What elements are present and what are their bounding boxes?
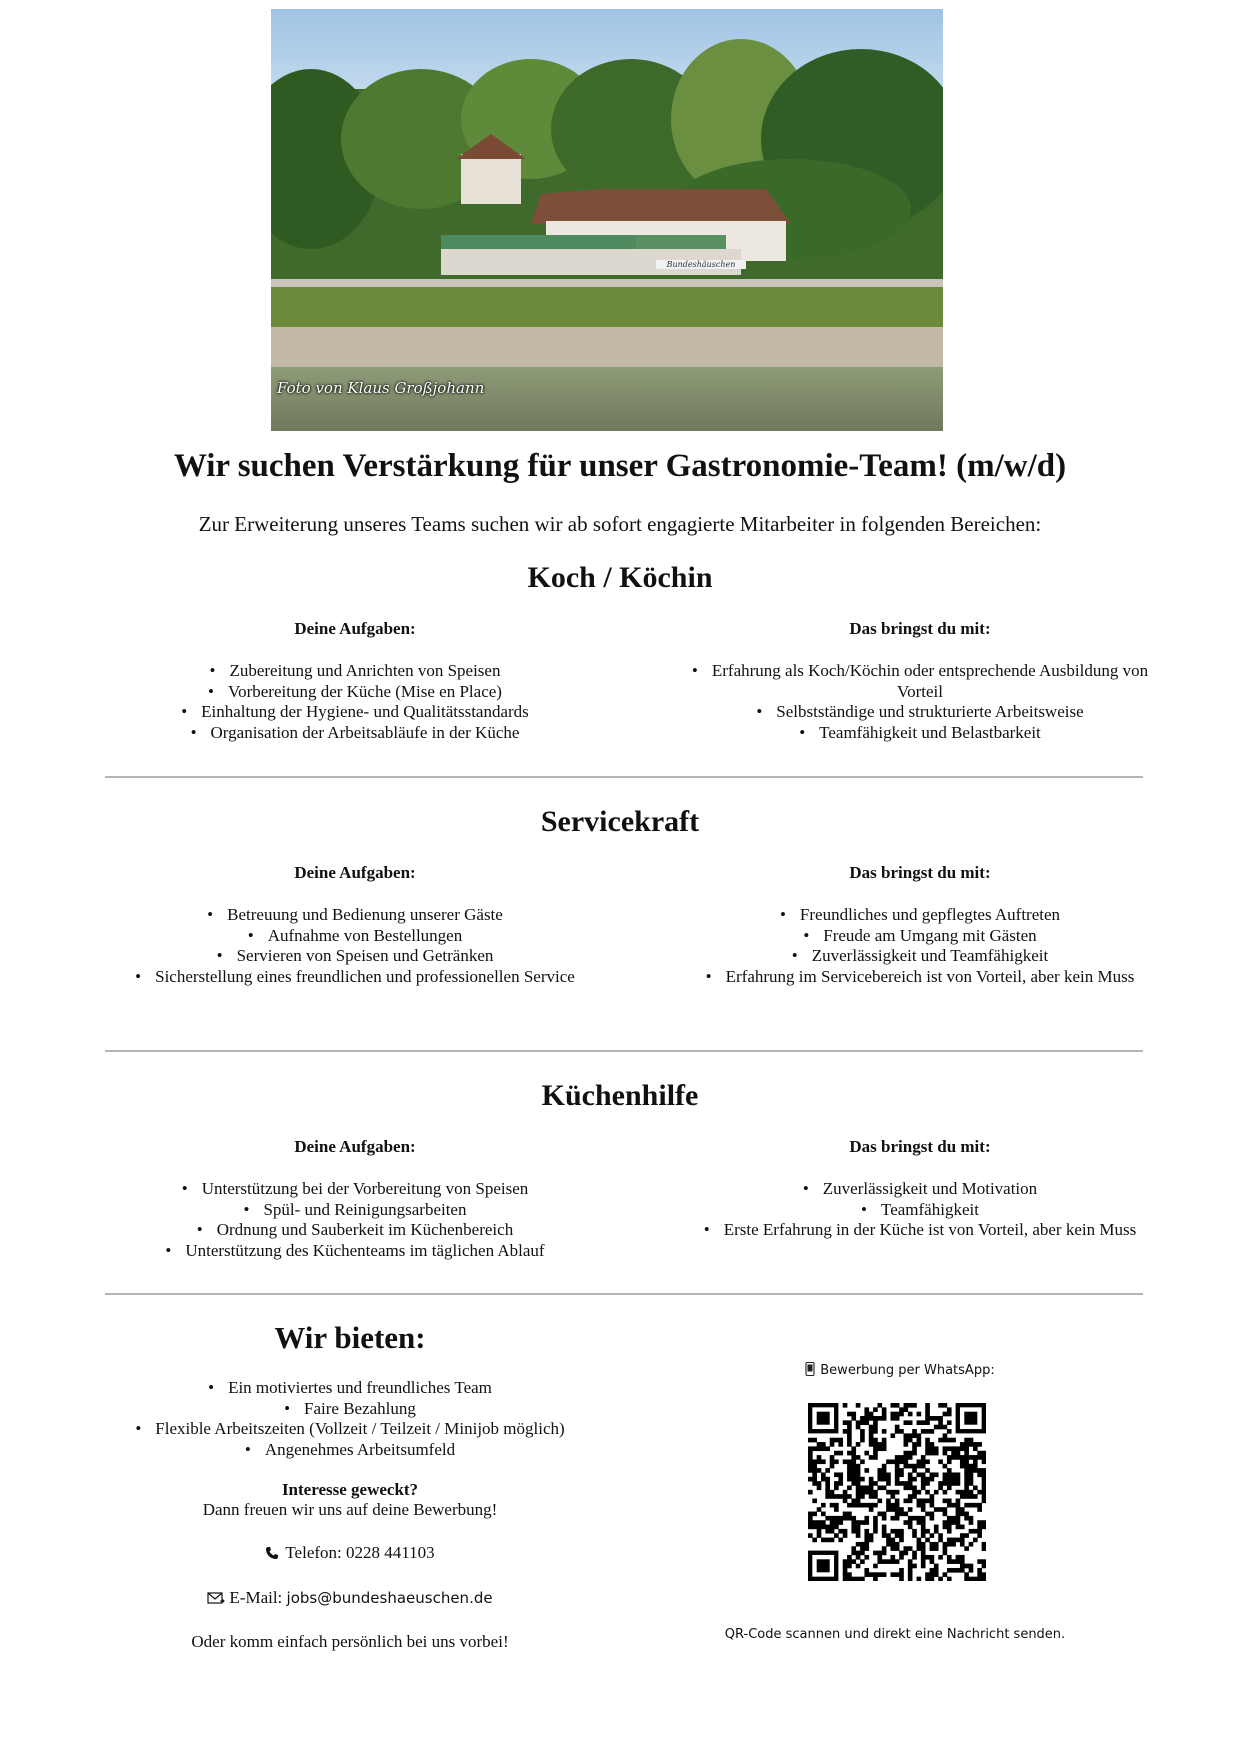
koch-req-heading: Das bringst du mit:: [849, 619, 991, 638]
koch-requirements: [660, 619, 1180, 743]
list-item: • Teamfähigkeit und Belastbarkeit: [660, 723, 1180, 744]
phone-text: Telefon: 0228 441103: [285, 1543, 435, 1562]
list-item: • Angenehmes Arbeitsumfeld: [95, 1440, 605, 1461]
header-photo: [271, 9, 943, 431]
job-title-koch: Koch / Köchin: [527, 561, 713, 594]
phone-line[interactable]: [95, 1543, 605, 1563]
photo-credit: Foto von Klaus Großjohann: [277, 379, 485, 397]
list-item: • Faire Bezahlung: [95, 1399, 605, 1420]
phone-icon: [265, 1545, 279, 1559]
list-item: • Zuverlässigkeit und Teamfähigkeit: [660, 946, 1180, 967]
email-line[interactable]: [95, 1588, 605, 1608]
list-item: • Zubereitung und Anrichten von Speisen: [95, 661, 615, 682]
mobile-phone-icon: [805, 1362, 815, 1376]
service-req-heading: Das bringst du mit:: [849, 863, 991, 882]
visit-text: Oder komm einfach persönlich bei uns vorbei!: [191, 1632, 509, 1651]
intro-text: Zur Erweiterung unseres Teams suchen wir ab sofort engagierte Mitarbeiter in folgenden Bereichen:: [198, 512, 1042, 536]
email-icon: [207, 1590, 225, 1604]
interest-block: [95, 1480, 605, 1520]
section-divider: [105, 1050, 1143, 1052]
list-item: • Spül- und Reinigungsarbeiten: [95, 1200, 615, 1221]
list-item: • Freude am Umgang mit Gästen: [660, 926, 1180, 947]
list-item: • Servieren von Speisen und Getränken: [95, 946, 615, 967]
list-item: • Organisation der Arbeitsabläufe in der Küche: [95, 723, 615, 744]
kuechenhilfe-req-heading: Das bringst du mit:: [849, 1137, 991, 1156]
list-item: • Erste Erfahrung in der Küche ist von Vorteil, aber kein Muss: [660, 1220, 1180, 1241]
list-item: • Sicherstellung eines freundlichen und professionellen Service: [95, 967, 615, 988]
list-item: • Freundliches und gepflegtes Auftreten: [660, 905, 1180, 926]
interest-heading: Interesse geweckt?: [281, 1480, 419, 1499]
list-item: • Zuverlässigkeit und Motivation: [660, 1179, 1180, 1200]
riverside-restaurant-photo: [271, 9, 943, 431]
interest-text: Dann freuen wir uns auf deine Bewerbung!: [202, 1500, 498, 1519]
list-item: • Einhaltung der Hygiene- und Qualitätsstandards: [95, 702, 615, 723]
list-item: • Vorbereitung der Küche (Mise en Place): [95, 682, 615, 703]
list-item: • Betreuung und Bedienung unserer Gäste: [95, 905, 615, 926]
qr-code-graphic: [808, 1403, 986, 1581]
list-item: • Selbstständige und strukturierte Arbeitsweise: [660, 702, 1180, 723]
offer-list: [95, 1378, 605, 1460]
list-item: • Teamfähigkeit: [660, 1200, 1180, 1221]
list-item: • Ein motiviertes und freundliches Team: [95, 1378, 605, 1399]
list-item: • Aufnahme von Bestellungen: [95, 926, 615, 947]
koch-tasks-heading: Deine Aufgaben:: [294, 619, 416, 638]
whatsapp-label: Bewerbung per WhatsApp:: [820, 1363, 995, 1378]
list-item: • Unterstützung des Küchenteams im täglichen Ablauf: [95, 1241, 615, 1262]
kuechenhilfe-requirements: [660, 1137, 1180, 1241]
service-tasks-heading: Deine Aufgaben:: [294, 863, 416, 882]
list-item: • Erfahrung als Koch/Köchin oder entsprechende Ausbildung von Vorteil: [660, 661, 1180, 702]
kuechenhilfe-tasks: [95, 1137, 615, 1261]
photo-sign-text: Bundeshäuschen: [666, 260, 736, 269]
section-divider: [105, 1293, 1143, 1295]
section-divider: [105, 776, 1143, 778]
page-title: Wir suchen Verstärkung für unser Gastronomie-Team! (m/w/d): [173, 448, 1067, 484]
offer-title: Wir bieten:: [274, 1320, 426, 1355]
koch-tasks: [95, 619, 615, 743]
service-tasks: [95, 863, 615, 987]
kuechenhilfe-tasks-heading: Deine Aufgaben:: [294, 1137, 416, 1156]
list-item: • Flexible Arbeitszeiten (Vollzeit / Teilzeit / Minijob möglich): [95, 1419, 605, 1440]
service-requirements: [660, 863, 1180, 987]
list-item: • Ordnung und Sauberkeit im Küchenbereich: [95, 1220, 615, 1241]
list-item: • Unterstützung bei der Vorbereitung von Speisen: [95, 1179, 615, 1200]
whatsapp-qr-code[interactable]: [808, 1403, 986, 1581]
whatsapp-label-line: [700, 1362, 1100, 1378]
email-label: E-Mail:: [229, 1588, 283, 1607]
job-title-kuechenhilfe: Küchenhilfe: [541, 1079, 699, 1112]
qr-caption: QR-Code scannen und direkt eine Nachricht senden.: [724, 1627, 1066, 1642]
email-address[interactable]: jobs@bundeshaeuschen.de: [286, 1589, 493, 1607]
job-title-service: Servicekraft: [540, 805, 700, 838]
list-item: • Erfahrung im Servicebereich ist von Vorteil, aber kein Muss: [660, 967, 1180, 988]
